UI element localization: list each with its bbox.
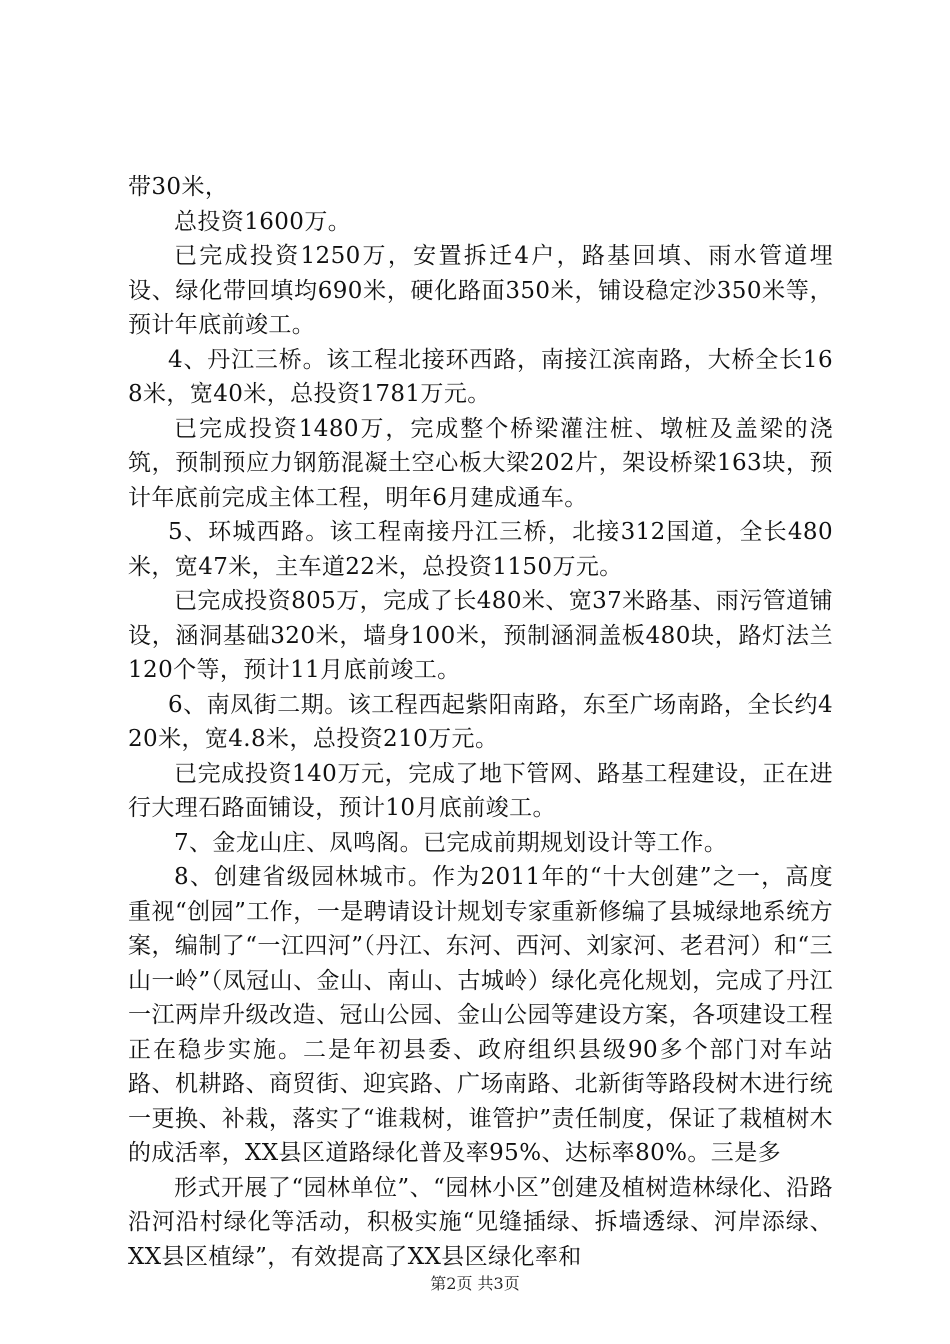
paragraph-1: 带30米，: [128, 174, 229, 200]
paragraph-5: 已完成投资1480万，完成整个桥梁灌注桩、墩桩及盖梁的浇筑，预制预应力钢筋混凝土空心板大梁202片，架设桥梁163块，预计年底前完成主体工程，明年6月建成通车。: [128, 415, 833, 511]
paragraph-9: 已完成投资140万元，完成了地下管网、路基工程建设，正在进行大理石路面铺设，预计10月底前竣工。: [128, 760, 833, 821]
paragraph-4: 4、丹江三桥。该工程北接环西路，南接江滨南路，大桥全长168米，宽40米，总投资1781万元。: [128, 346, 833, 407]
document-body: [128, 170, 833, 1274]
paragraph-3: 已完成投资1250万，安置拆迁4户，路基回填、雨水管道埋设、绿化带回填均690米，硬化路面350米，铺设稳定沙350米等，预计年底前竣工。: [128, 243, 833, 338]
paragraph-10: 7、金龙山庄、凤鸣阁。已完成前期规划设计等工作。: [174, 829, 728, 856]
paragraph-8: 6、南凤街二期。该工程西起紫阳南路，东至广场南路，全长约420米，宽4.8米，总投资210万元。: [128, 691, 833, 752]
paragraph-12: 形式开展了“园林单位”、“园林小区”创建及植树造林绿化、沿路沿河沿村绿化等活动，积极实施“见缝插绿、拆墙透绿、河岸添绿、XX县区植绿”，有效提高了XX县区绿化率和: [128, 1174, 833, 1270]
paragraph-6: 5、环城西路。该工程南接丹江三桥，北接312国道，全长480米，宽47米，主车道22米，总投资1150万元。: [128, 519, 833, 580]
paragraph-7: 已完成投资805万，完成了长480米、宽37米路基、雨污管道铺设，涵洞基础320米，墙身100米，预制涵洞盖板480块，路灯法兰120个等，预计11月底前竣工。: [128, 588, 833, 683]
paragraph-2: 总投资1600万。: [174, 208, 352, 235]
page-footer: 第2页 共3页: [430, 1274, 520, 1293]
paragraph-11: 8、创建省级园林城市。作为2011年的“十大创建”之一，高度重视“创园”工作，一是聘请设计规划专家重新修编了县城绿地系统方案，编制了“一江四河”（丹江、东河、西河、刘家河、老君河）和“三山一岭”（凤冠山、金山、南山、古城岭）绿化亮化规划，完成了丹江一江两岸升级改造、冠山公园、金山公园等建设方案，各项建设工程正在稳步实施。二是年初县委、政府组织县级90多个部门对车站路、机耕路、商贸街、迎宾路、广场南路、北新街等路段树木进行统一更换、补栽，落实了“谁栽树，谁管护”责任制度，保证了栽植树木的成活率，XX县区道路绿化普及率95%、达标率80%。三是多: [128, 864, 833, 1166]
